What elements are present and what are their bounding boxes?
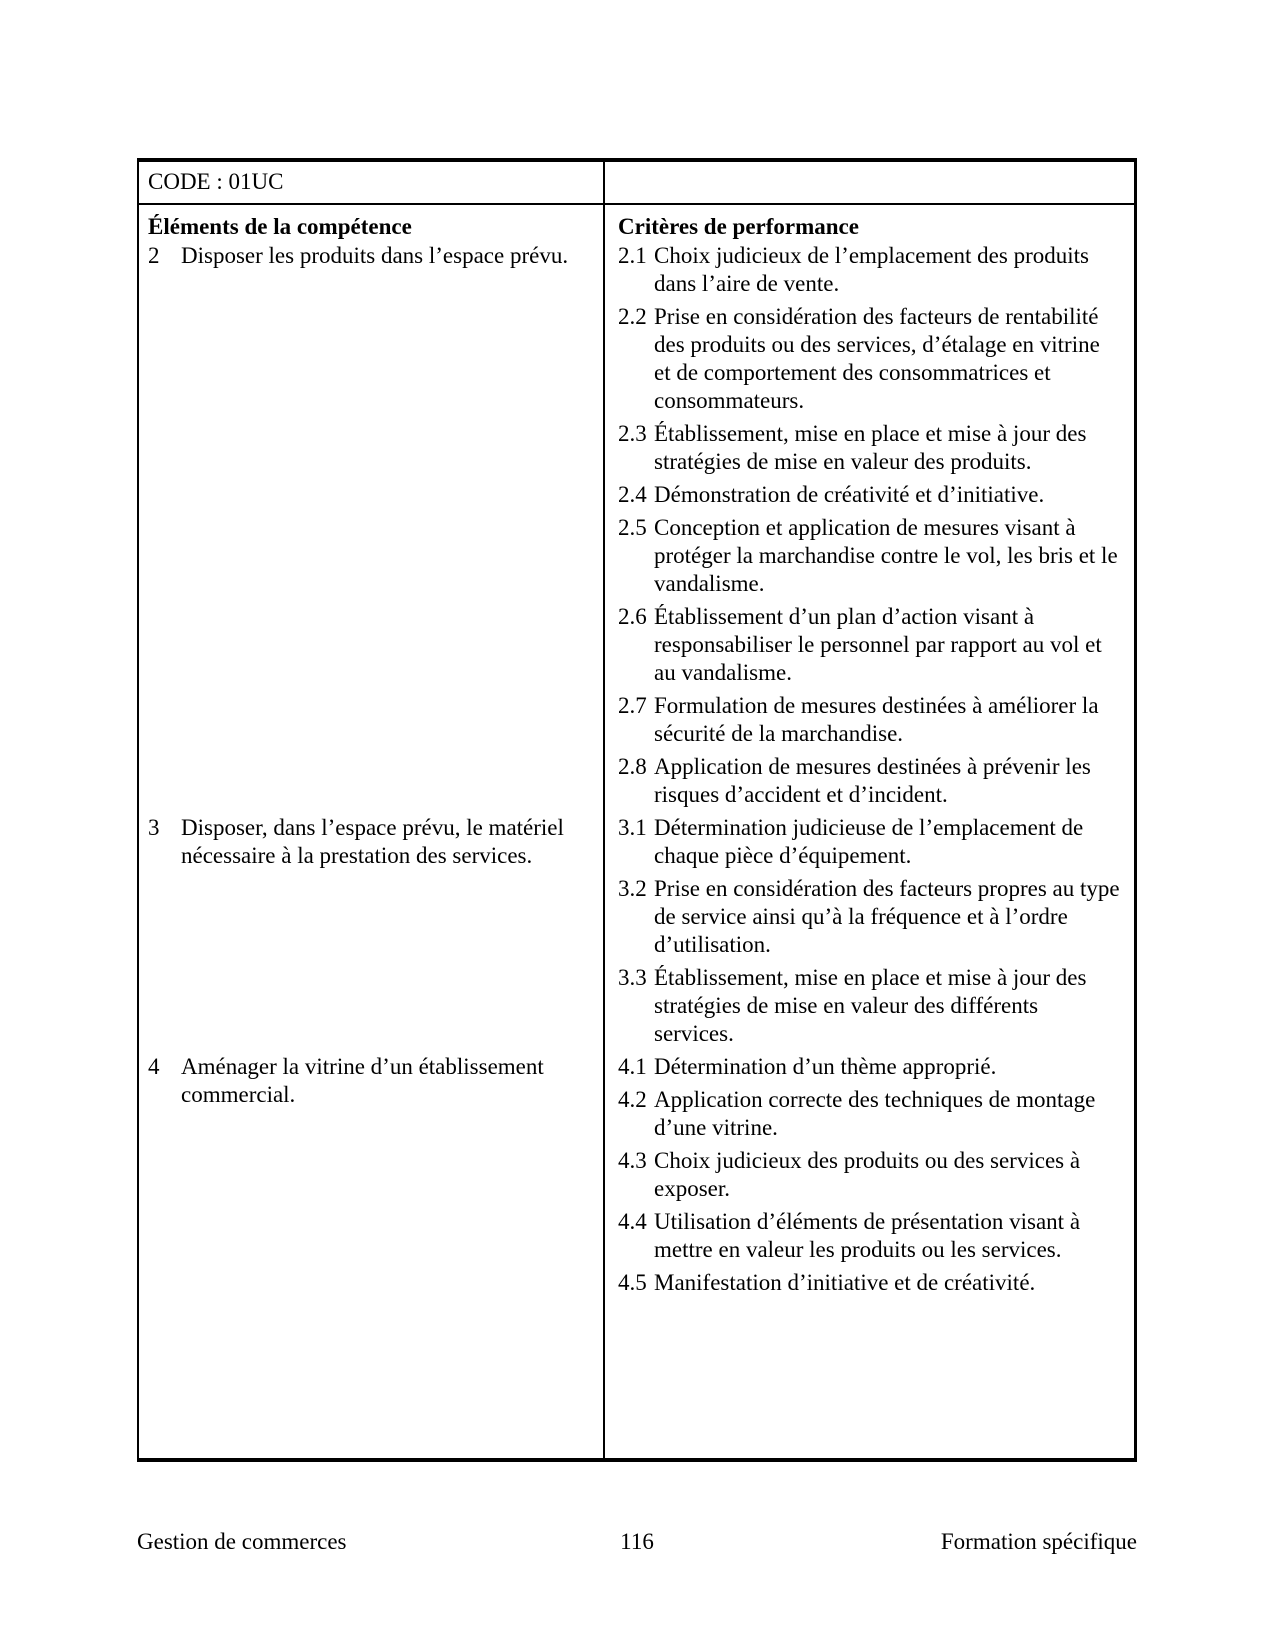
criteria-cell bbox=[605, 814, 1134, 1053]
code-empty-cell bbox=[605, 162, 1134, 203]
elements-header-cell bbox=[139, 213, 605, 241]
criteria-header: Critères de performance bbox=[618, 214, 859, 239]
page-footer bbox=[137, 1528, 1137, 1556]
criterion-item bbox=[618, 1208, 1120, 1264]
element-cell bbox=[139, 814, 605, 875]
header-row bbox=[139, 213, 1134, 241]
competence-group-row bbox=[139, 1053, 1134, 1302]
criterion-number: 2.3 bbox=[618, 421, 647, 446]
criteria-cell bbox=[605, 1053, 1134, 1302]
criteria-cell bbox=[605, 242, 1134, 814]
element-text: Disposer, dans l’espace prévu, le matériel nécessaire à la prestation des services. bbox=[181, 815, 564, 868]
criterion-text: Choix judicieux de l’emplacement des produits dans l’aire de vente. bbox=[654, 243, 1089, 296]
criterion-text: Détermination d’un thème approprié. bbox=[654, 1054, 997, 1079]
element-number: 3 bbox=[148, 815, 160, 840]
criterion-number: 2.8 bbox=[618, 754, 647, 779]
element-cell bbox=[139, 1053, 605, 1114]
competence-group-row bbox=[139, 814, 1134, 1053]
criterion-number: 2.6 bbox=[618, 604, 647, 629]
criterion-item bbox=[618, 514, 1120, 598]
element-item bbox=[148, 1053, 585, 1109]
criterion-number: 4.2 bbox=[618, 1087, 647, 1112]
criterion-text: Détermination judicieuse de l’emplacement de chaque pièce d’équipement. bbox=[654, 815, 1084, 868]
criterion-number: 2.4 bbox=[618, 482, 647, 507]
criterion-item bbox=[618, 814, 1120, 870]
criterion-item bbox=[618, 1086, 1120, 1142]
criterion-number: 3.2 bbox=[618, 876, 647, 901]
criterion-item bbox=[618, 481, 1120, 509]
criterion-text: Établissement, mise en place et mise à jour des stratégies de mise en valeur des produits. bbox=[654, 421, 1087, 474]
criterion-item bbox=[618, 1053, 1120, 1081]
element-number: 4 bbox=[148, 1054, 160, 1079]
footer-program-name: Gestion de commerces bbox=[137, 1529, 347, 1554]
element-cell bbox=[139, 242, 605, 275]
criterion-item bbox=[618, 1147, 1120, 1203]
criterion-item bbox=[618, 692, 1120, 748]
criterion-number: 4.3 bbox=[618, 1148, 647, 1173]
criterion-number: 4.5 bbox=[618, 1270, 647, 1295]
criterion-text: Établissement, mise en place et mise à jour des stratégies de mise en valeur des différents services. bbox=[654, 965, 1087, 1046]
code-label: CODE : 01UC bbox=[148, 169, 284, 194]
criterion-item bbox=[618, 420, 1120, 476]
column-divider bbox=[603, 205, 605, 1458]
code-row bbox=[139, 162, 1134, 205]
criterion-text: Manifestation d’initiative et de créativité. bbox=[654, 1270, 1036, 1295]
footer-section-name: Formation spécifique bbox=[940, 1529, 1137, 1554]
table-body bbox=[139, 205, 1134, 1458]
elements-header: Éléments de la compétence bbox=[148, 214, 412, 239]
criterion-item bbox=[618, 964, 1120, 1048]
criterion-item bbox=[618, 603, 1120, 687]
element-text: Disposer les produits dans l’espace prévu. bbox=[181, 243, 569, 268]
criterion-number: 2.5 bbox=[618, 515, 647, 540]
footer-page-number: 116 bbox=[620, 1529, 654, 1554]
element-item bbox=[148, 814, 585, 870]
criterion-text: Application de mesures destinées à prévenir les risques d’accident et d’incident. bbox=[654, 754, 1091, 807]
criterion-text: Prise en considération des facteurs de rentabilité des produits ou des services, d’étalage en vitrine et de comportement des consommatrices et consommateurs. bbox=[654, 304, 1100, 413]
element-number: 2 bbox=[148, 243, 160, 268]
criterion-text: Utilisation d’éléments de présentation visant à mettre en valeur les produits ou les services. bbox=[654, 1209, 1081, 1262]
criterion-item bbox=[618, 875, 1120, 959]
competence-table bbox=[137, 158, 1137, 1462]
criterion-item bbox=[618, 753, 1120, 809]
criterion-number: 3.1 bbox=[618, 815, 647, 840]
criterion-number: 4.4 bbox=[618, 1209, 647, 1234]
criterion-item bbox=[618, 242, 1120, 298]
criterion-number: 2.1 bbox=[618, 243, 647, 268]
criterion-text: Démonstration de créativité et d’initiative. bbox=[654, 482, 1045, 507]
criterion-text: Choix judicieux des produits ou des services à exposer. bbox=[654, 1148, 1081, 1201]
element-text: Aménager la vitrine d’un établissement commercial. bbox=[181, 1054, 544, 1107]
criterion-text: Conception et application de mesures visant à protéger la marchandise contre le vol, les bris et le vandalisme. bbox=[654, 515, 1118, 596]
criterion-number: 2.7 bbox=[618, 693, 647, 718]
criterion-item bbox=[618, 303, 1120, 415]
element-item bbox=[148, 242, 585, 270]
criterion-number: 2.2 bbox=[618, 304, 647, 329]
competence-group-row bbox=[139, 242, 1134, 814]
code-cell bbox=[139, 162, 605, 203]
criterion-text: Établissement d’un plan d’action visant à responsabiliser le personnel par rapport au vol et au vandalisme. bbox=[654, 604, 1102, 685]
criteria-header-cell bbox=[605, 213, 1134, 241]
criterion-text: Application correcte des techniques de montage d’une vitrine. bbox=[654, 1087, 1096, 1140]
criterion-number: 3.3 bbox=[618, 965, 647, 990]
criterion-item bbox=[618, 1269, 1120, 1297]
criterion-text: Prise en considération des facteurs propres au type de service ainsi qu’à la fréquence et à l’ordre d’utilisation. bbox=[654, 876, 1120, 957]
groups-container bbox=[139, 242, 1134, 1302]
criterion-number: 4.1 bbox=[618, 1054, 647, 1079]
criterion-text: Formulation de mesures destinées à améliorer la sécurité de la marchandise. bbox=[654, 693, 1099, 746]
